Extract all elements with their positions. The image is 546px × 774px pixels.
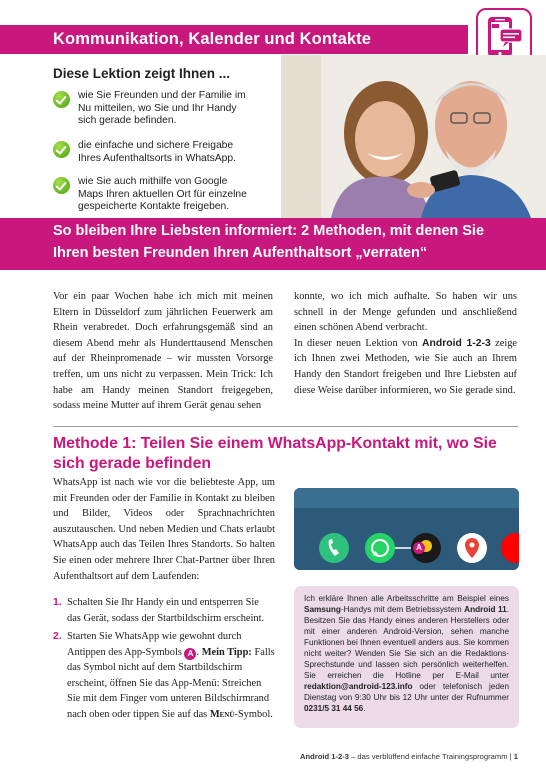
checkmark-icon	[53, 91, 70, 108]
method-title: Methode 1: Teilen Sie einem WhatsApp-Kontakt mit, wo Sie sich gerade befinden	[53, 435, 497, 472]
step-1	[53, 595, 275, 626]
page-number: 1	[513, 752, 518, 761]
intro-heading: Diese Lektion zeigt Ihnen ...	[53, 66, 231, 81]
info-text: . Besitzen Sie das Handy eines anderen Herstellers oder mit einer anderen Android-Version, sehen manche Funktionen bei Ihnen eventuell anders aus. Sie kommen nicht weiter? Wenden Sie Sie sich an die Redaktions-Sprechstunde und lassen sich persönlich weiterhelfen. Sie erreichen die Hotline per E-Mail unter	[304, 605, 509, 680]
step-number: 1.	[53, 597, 62, 608]
callout-badge-a: A	[184, 648, 196, 660]
checkmark-icon	[53, 177, 70, 194]
info-text: -Handys mit dem Betriebssystem	[340, 605, 465, 614]
step-number: 2.	[53, 631, 62, 642]
info-text: Ich erkläre Ihnen alle Arbeitsschritte am Beispiel eines	[304, 594, 509, 603]
info-bold: Android 11	[464, 605, 507, 614]
intro-bullet-text: die einfache und sichere Freigabe Ihres Aufenthaltsorts in WhatsApp.	[78, 140, 236, 164]
menu-label: Menü	[209, 708, 235, 720]
phone-screenshot	[294, 488, 519, 570]
article-paragraph-intro: In dieser neuen Lektion von	[294, 337, 422, 349]
couple-illustration	[281, 55, 546, 218]
info-text: oder telefonisch jeden Dienstag von 9:30 Uhr bis 12 Uhr unter der Rufnummer	[304, 682, 509, 702]
article-paragraph: konnte, wo ich mich aufhalte. So haben wir uns schnell in der Menge gefunden und anschließend einen schönen Abend verbracht.	[294, 291, 517, 334]
method-body: WhatsApp ist nach wie vor die beliebteste App, um mit Freunden oder der Familie in Kontakt zu bleiben und Bilder, Videos oder Sprachnachrichten auszutauschen. Und neben Medien und Chats erlaubt WhatsApp auch das Teilen Ihres Standorts. So halten Sie einen oder mehrere Ihrer Chat-Partner über Ihren Aufenthaltsort auf dem Laufenden:	[53, 477, 275, 582]
footer-brand: Android 1-2-3	[300, 752, 349, 761]
info-box	[294, 586, 519, 728]
info-phone-number: 0231/5 31 44 56	[304, 704, 364, 713]
step-2	[53, 629, 275, 723]
google-maps-app-icon	[457, 533, 487, 563]
intro-bullet-text: wie Sie auch mithilfe von Google Maps Ihren aktuellen Ort für einzelne gespeicherte Kontakte freigeben.	[78, 176, 247, 213]
banner-headline: So bleiben Ihre Liebsten informiert: 2 Methoden, mit denen Sie Ihren besten Freunden Ihren Aufenthaltsort „verraten“	[53, 223, 485, 261]
phone-app-icon	[319, 533, 349, 563]
footer-separator: |	[507, 752, 514, 761]
home-screen-dock	[294, 488, 519, 570]
intro-bullet-text: wie Sie Freunden und der Familie im Nu mitteilen, wo Sie und Ihr Handy sich gerade befinden.	[78, 90, 246, 127]
step-text: Schalten Sie Ihr Handy ein und entsperren Sie das Gerät, sodass der Startbildschirm erscheint.	[67, 597, 265, 624]
intro-bullet	[53, 90, 253, 128]
article-paragraph-rest: zeige ich Ihnen zwei Methoden, wie Sie auch an Ihrem Handy den Standort freigeben und Ihre Liebsten auf diese Weise darüber informieren, wo Sie gerade sind.	[294, 337, 518, 396]
article-column-right	[294, 289, 517, 398]
step-text-part: -Symbol.	[234, 708, 273, 720]
step-text-part: .	[196, 646, 202, 658]
checkmark-icon	[53, 141, 70, 158]
footer-tagline: – das verblüffend einfache Trainingsprogramm	[348, 752, 508, 761]
couple-photo	[281, 55, 546, 218]
page-footer	[300, 752, 518, 761]
phone-chat-icon	[486, 16, 524, 60]
article-column-left: Vor ein paar Wochen habe ich mich mit meinen Eltern in Düsseldorf zum jährlichen Feuerwerk am Rhein verabredet. Doch erfahrungsgemäß sind an diesem Abend mehr als Hunderttausend Menschen auf der Rheinpromenade – wir mussten Vorsorge treffen, um uns nicht zu verpassen. Mein Trick: Ich habe am Handy meinen Standort freigegeben, sodass meine Mutter auf ihrem Gerät genau sehen	[53, 291, 273, 412]
info-email: redaktion@android-123.info	[304, 682, 413, 691]
step-text	[67, 629, 275, 723]
tip-label: Mein Tipp:	[201, 646, 252, 658]
header-title: Kommunikation, Kalender und Kontakte	[53, 30, 372, 48]
info-text: .	[363, 704, 366, 713]
intro-bullet	[53, 140, 253, 165]
step-text-part: Starten Sie WhatsApp wie gewohnt durch Antippen des App-Symbols	[67, 631, 242, 658]
divider	[53, 426, 518, 427]
screenshot-badge-a: A	[413, 542, 425, 554]
info-bold: Samsung	[304, 605, 341, 614]
intro-bullet	[53, 176, 253, 214]
whatsapp-app-icon	[365, 533, 395, 563]
step-text-part: Falls das Symbol nicht auf dem Startbildschirm erscheint, öffnen Sie das App-Menü: Streichen Sie mit dem Finger vom unteren Bildschirmrand nach oben oder tippen Sie auf das	[67, 646, 275, 720]
product-name: Android 1-2-3	[422, 337, 491, 349]
